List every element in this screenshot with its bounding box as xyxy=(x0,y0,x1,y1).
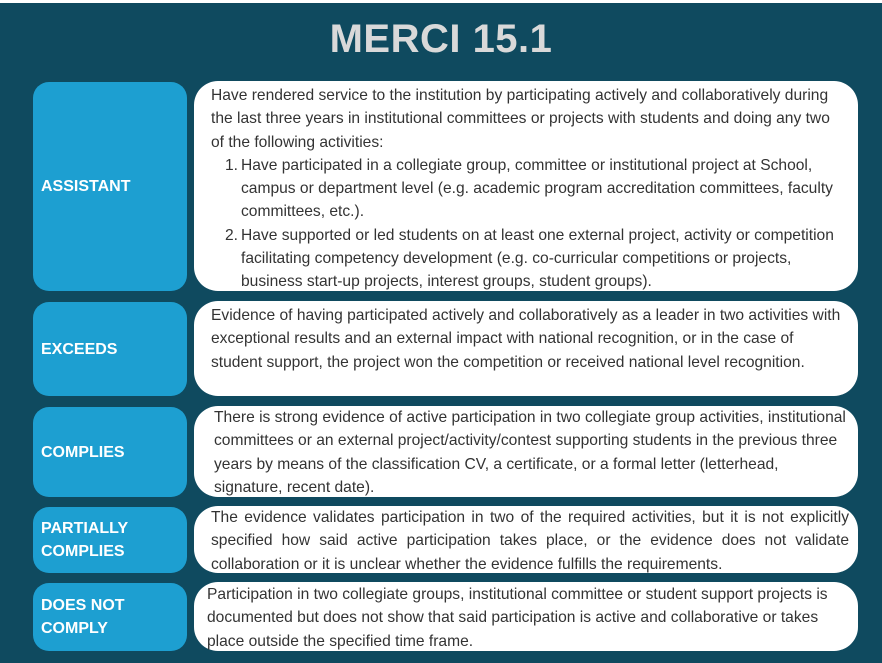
criteria-box-exceeds xyxy=(194,301,858,396)
label-assistant xyxy=(33,82,187,291)
list-item-text: Have participated in a collegiate group, committee or institutional project at School, campus or department level (e.g. academic program accreditation committees, faculty committees, etc.). xyxy=(241,156,833,221)
list-item xyxy=(211,224,846,294)
criteria-box-does-not-comply xyxy=(194,582,858,651)
list-item-number: 1. xyxy=(225,156,239,174)
list-item xyxy=(211,154,846,224)
criteria-box-partially-complies xyxy=(194,506,858,573)
exceeds-text: Evidence of having participated actively and collaboratively as a leader in two activities with exceptional results and an external impact with national recognition, or in the case of student support, the project won the competition or received national level recognition. xyxy=(211,307,841,371)
label-text: EXCEEDS xyxy=(41,340,118,358)
list-item-number: 2. xyxy=(225,226,239,244)
assistant-intro: Have rendered service to the institution by participating actively and collaboratively during the last three years in institutional committees or projects with students and doing any two of the following activities: xyxy=(211,87,830,151)
slide-title: MERCI 15.1 xyxy=(329,17,553,61)
label-does-not-comply xyxy=(33,583,187,651)
label-partially-complies xyxy=(33,507,187,573)
list-item-text: Have supported or led students on at least one external project, activity or competition facilitating competency development (e.g. co-curricular competitions or projects, business start-up projects, interest groups, student groups). xyxy=(241,226,834,291)
label-text: ASSISTANT xyxy=(41,178,131,195)
label-text: PARTIALLY COMPLIES xyxy=(41,520,128,560)
criteria-box-assistant xyxy=(194,81,858,291)
label-complies xyxy=(33,407,187,497)
assistant-activity-list xyxy=(211,154,846,294)
partially-complies-text: The evidence validates participation in two of the required activities, but it is not explicitly specified how said active participation takes place, or the evidence does not validate collaboration or it is unclear whether the evidence fulfills the requirements. xyxy=(211,509,849,573)
label-text: DOES NOT COMPLY xyxy=(41,597,125,637)
complies-text: There is strong evidence of active participation in two collegiate group activities, institutional committees or an external project/activity/contest supporting students in the previous three years by means of the classification CV, a certificate, or a formal letter (letterhead, signature, recent date). xyxy=(214,409,846,496)
criteria-box-complies xyxy=(194,406,858,497)
label-text: COMPLIES xyxy=(41,443,125,461)
label-exceeds xyxy=(33,302,187,396)
does-not-comply-text: Participation in two collegiate groups, institutional committee or student support projects is documented but does not show that said participation is active and collaborative or takes place outside the specified time frame. xyxy=(207,586,828,650)
